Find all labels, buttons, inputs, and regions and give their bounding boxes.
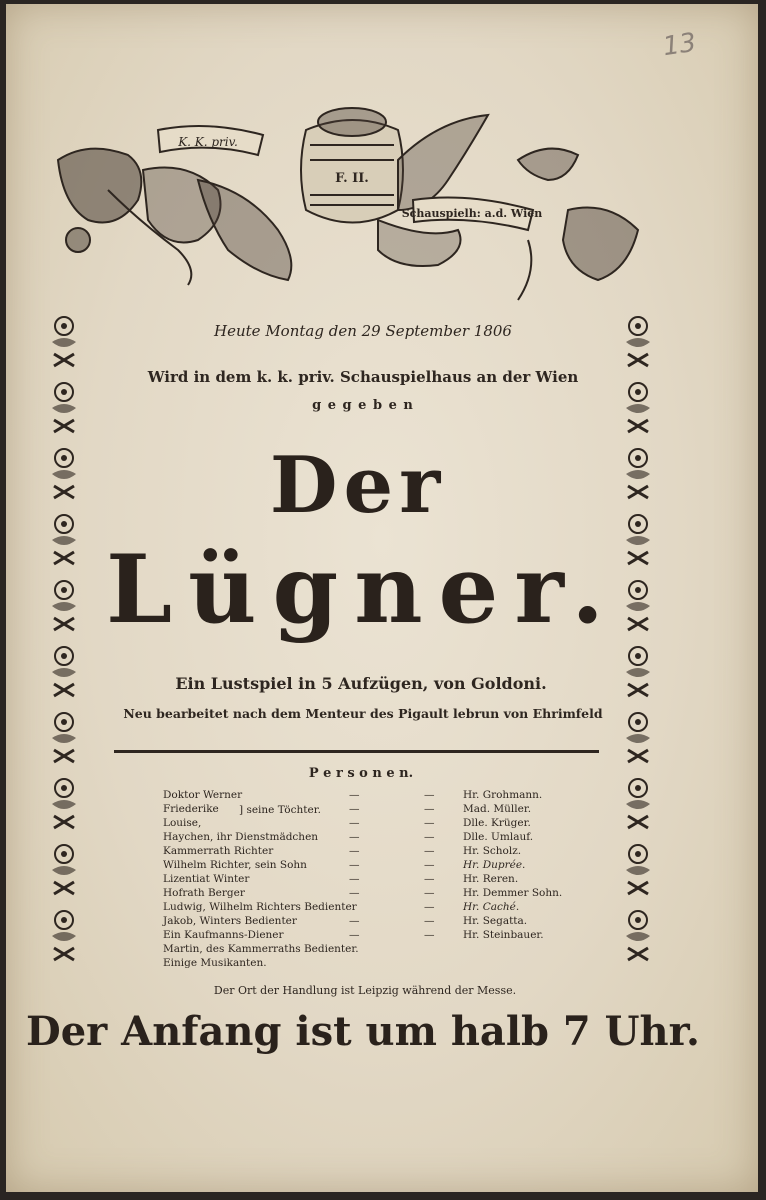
page-number: 13 — [660, 27, 698, 63]
cast-row: Kammerrath Richter — — Hr. Scholz. — [163, 845, 522, 857]
daughters-note: ] seine Töchter. — [239, 804, 321, 816]
venue-line: Wird in dem k. k. priv. Schauspielhaus an der Wien — [147, 368, 579, 386]
cast-row: Jakob, Winters Bedienter — — Hr. Segatta. — [163, 915, 528, 927]
start-time: Der Anfang ist um halb 7 Uhr. — [26, 1008, 700, 1055]
left-floral-border — [44, 312, 84, 1002]
emblem-illustration — [48, 100, 648, 310]
divider-rule — [114, 750, 599, 753]
cast-row: Ein Kaufmanns-Diener — — Hr. Steinbauer. — [163, 929, 544, 941]
cast-row: Friederike — — Mad. Müller. — [163, 803, 532, 815]
gegeben-line: g e g e b e n — [312, 398, 414, 413]
emblem-banner-right: Schauspielh: a.d. Wien — [401, 207, 543, 220]
right-floral-border — [618, 312, 658, 1002]
adaptation-line: Neu bearbeitet nach dem Menteur des Pigault lebrun von Ehrimfeld — [123, 706, 603, 721]
cast-row: Wilhelm Richter, sein Sohn — — Hr. Duprée. — [163, 859, 526, 871]
cast-row: Doktor Werner — — Hr. Grohmann. — [163, 789, 543, 801]
cast-row: Lizentiat Winter — — Hr. Reren. — [163, 873, 519, 885]
date-line: Heute Montag den 29 September 1806 — [214, 322, 512, 340]
title-line-1: Der — [269, 440, 447, 531]
subtitle: Ein Lustspiel in 5 Aufzügen, von Goldoni. — [175, 674, 547, 693]
cast-row: Einige Musikanten. — [163, 957, 267, 969]
setting-line: Der Ort der Handlung ist Leipzig während der Messe. — [213, 984, 517, 997]
title-line-2: Lügner. — [106, 535, 620, 645]
cast-row: Martin, des Kammerraths Bedienter. — [163, 943, 359, 955]
cast-row: Ludwig, Wilhelm Richters Bedienter — Hr. Caché. — [163, 901, 520, 913]
cast-row: Hofrath Berger — — Hr. Demmer Sohn. — [163, 887, 563, 899]
cast-row: Haychen, ihr Dienstmädchen — — Dlle. Umlauf. — [163, 831, 534, 843]
cast-heading: P e r s o n e n. — [308, 766, 414, 781]
cast-row: Louise, — — Dlle. Krüger. — [163, 817, 531, 829]
emblem-banner-left: K. K. priv. — [178, 135, 238, 149]
emblem-shield-text: F. II. — [335, 171, 369, 186]
